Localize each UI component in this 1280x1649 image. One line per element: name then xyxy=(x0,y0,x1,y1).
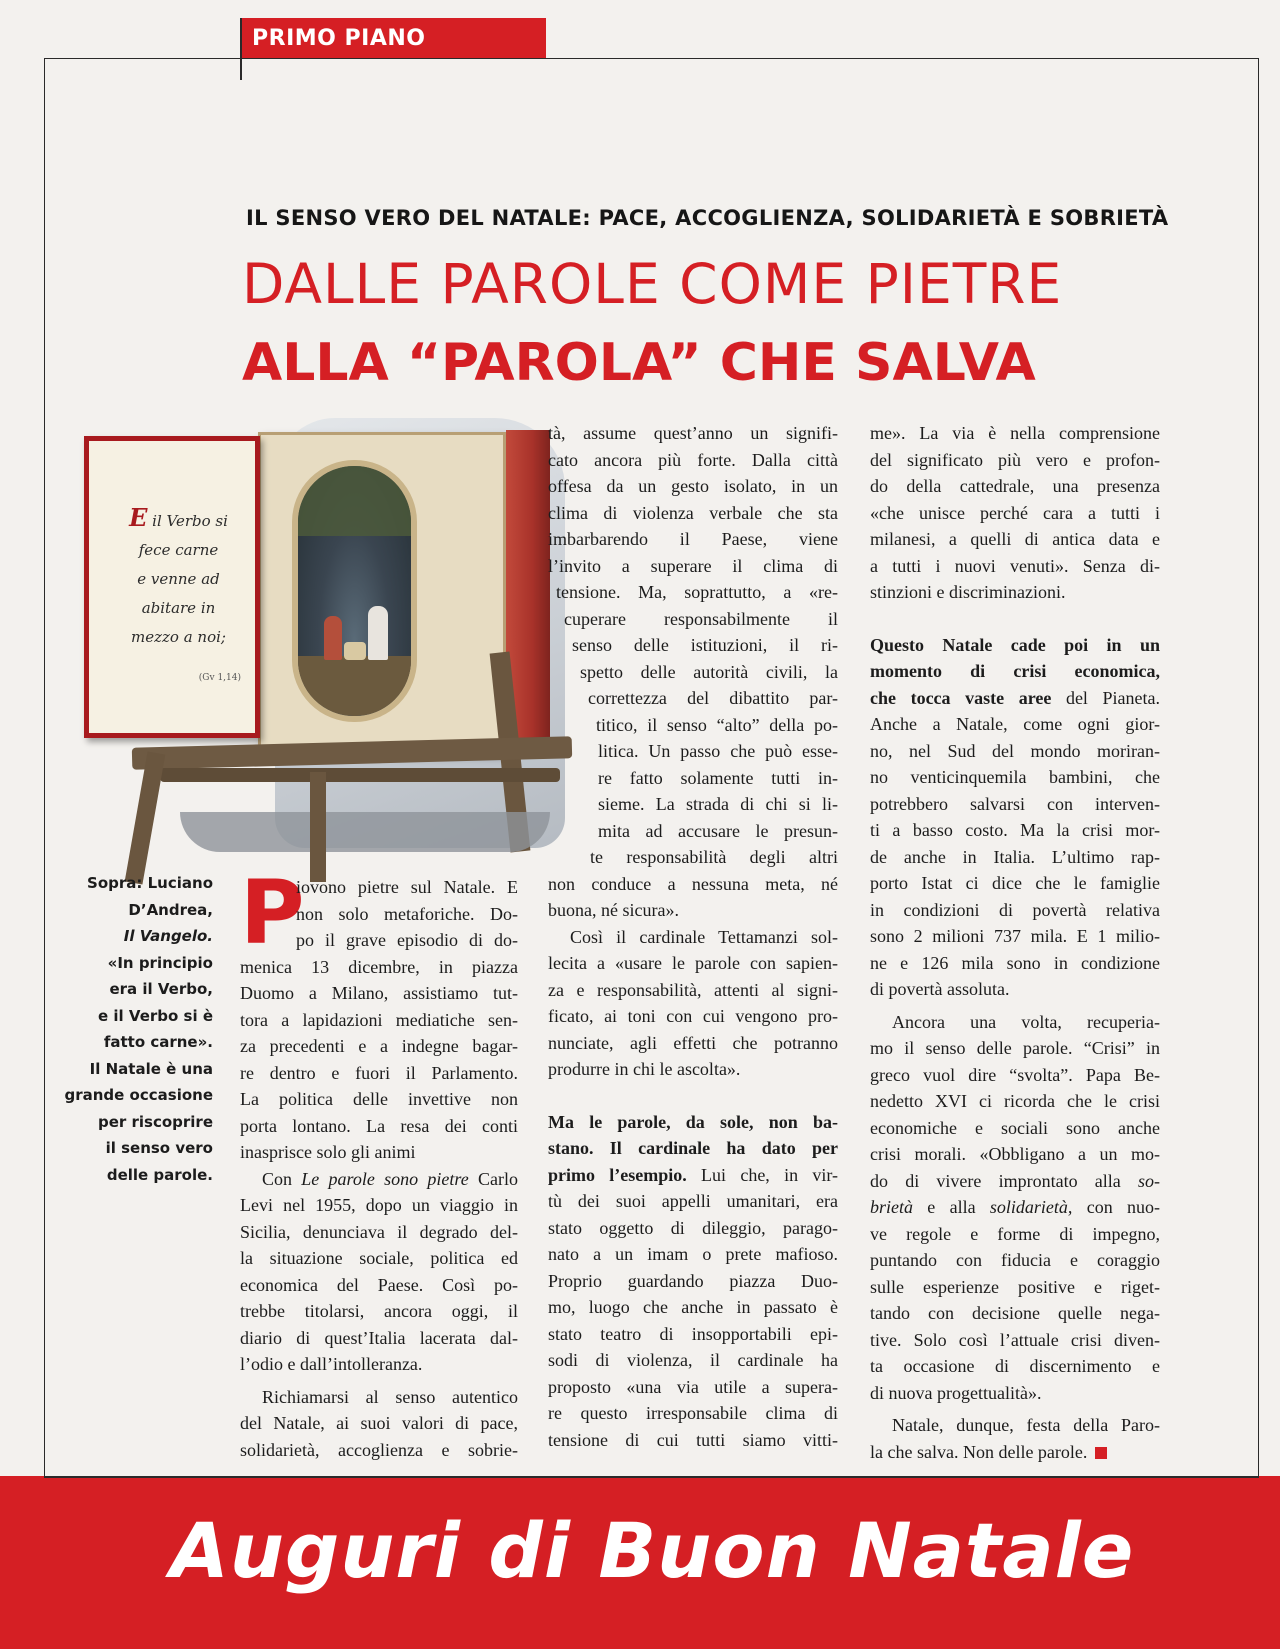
figure-manger xyxy=(344,642,366,660)
manger-beam xyxy=(160,768,560,782)
headline-line-1: DALLE PAROLE COME PIETRE xyxy=(242,252,1063,316)
end-of-article-square-icon xyxy=(1095,1447,1107,1459)
book-quote: E il Verbo si fece carne e venne ad abitare in mezzo a noi; xyxy=(129,503,228,646)
nativity-book-photo xyxy=(80,412,600,892)
article-kicker: IL SENSO VERO DEL NATALE: PACE, ACCOGLIENZA, SOLIDARIETÀ E SOBRIETÀ xyxy=(246,206,1169,230)
photo-caption: Sopra: Luciano D’Andrea, Il Vangelo. «In principio era il Verbo, e il Verbo si è fatto carne». Il Natale è una grande occasione per riscoprire il senso vero delle parole. xyxy=(64,874,213,1184)
figure-mary xyxy=(368,606,388,660)
article-column-3: me». La via è nella comprensione del significato più vero e profon- do della cattedrale, una presenza «che unisce perché cara a tutti i milanesi, a quelli di antica data e a tutti i nuovi venuti». Senza di- stinzioni e discriminazioni. Questo Natale cade poi in un momento di crisi economica, che tocca vaste aree del Pianeta. Anche a Natale, come ogni gior- no, nel Sud del mondo moriran- no venticinquemila bambini, che potrebbero salvarsi con interven- ti a basso costo. Ma la crisi mor- de anche in Italia. L’ultimo rap- porto Istat ci dice che le famiglie in condizioni di povertà relativa sono 2 milioni 737 mila. E 1 milio- ne e 126 mila sono in condizione di povertà assoluta. Ancora una volta, recuperia- mo il senso delle parole. “Crisi” in greco vuol dire “svolta”. Papa Be- nedetto XVI ci ricorda che le crisi economiche e sociali sono anche crisi morali. «Obbligano a un mo- do di vivere improntato alla so- brietà e alla solidarietà, con nuo- ve regole e forme di impegno, puntando con fiducia e coraggio sulle esperienze positive e riget- tando con decisione quelle nega- tive. Solo così l’attuale crisi diven- ta occasione di discernimento e di nuova progettualità». Natale, dunque, festa della Paro- la che salva. Non delle parole. xyxy=(870,423,1160,1462)
banner-rule xyxy=(44,1476,1259,1478)
manger-base xyxy=(180,812,550,852)
book-left-page xyxy=(84,436,260,738)
greeting-banner-text: Auguri di Buon Natale xyxy=(170,1506,1135,1595)
article-column-2: tà, assume quest’anno un signifi- cato ancora più forte. Dalla città offesa da un gesto isolato, in un clima di violenza verbale che sta imbarbarendo il Paese, viene l’invito a superare il clima di tensione. Ma, soprattutto, a «re- cuperare responsabilmente il senso delle istituzioni, il ri- spetto delle autorità civili, la correttezza del dibattito par- titico, il senso “alto” della po- litica. Un passo che può esse- re fatto solamente tutti in- sieme. La strada di chi si li- mita ad accusare le presun- te responsabilità degli altri non conduce a nessuna meta, né buona, né sicura». Così il cardinale Tettamanzi sol- lecita a «usare le parole con sapien- za e responsabilità, attenti al signi- ficato, ai toni con cui vengono pro- nunciate, agli effetti che potranno produrre in chi le ascolta». Ma le parole, da sole, non ba- stano. Il cardinale ha dato per primo l’esempio. Lui che, in vir- tù dei suoi appelli umanitari, era stato oggetto di dileggio, parago- nato a un imam o prete mafioso. Proprio guardando piazza Duo- mo, luogo che anche in passato è stato teatro di insopportabili epi- sodi di violenza, il cardinale ha proposto «una via utile a supera- re questo irresponsabile clima di tensione di cui tutti siamo vitti- xyxy=(548,423,838,1450)
nativity-niche xyxy=(292,460,417,722)
section-label: PRIMO PIANO xyxy=(240,18,546,58)
book-reference: (Gv 1,14) xyxy=(198,673,241,683)
headline-line-2: ALLA “PAROLA” CHE SALVA xyxy=(242,333,1036,393)
article-column-1: iovono pietre sul Natale. E non solo metaforiche. Do- po il grave episodio di do- menica 13 dicembre, in piazza Duomo a Milano, assistiamo tut- tora a lapidazioni mediatiche sen- za precedenti e a indegne bagar- re dentro e fuori il Parlamento. La politica delle invettive non porta lontano. La resa dei conti inasprisce solo gli animi Con Le parole sono pietre Carlo Levi nel 1955, dopo un viaggio in Sicilia, denunciava il degrado del- la situazione sociale, politica ed economica del Paese. Così po- trebbe titolarsi, ancora oggi, il diario di quest’Italia lacerata dal- l’odio e dall’intolleranza. Richiamarsi al senso autentico del Natale, ai suoi valori di pace, solidarietà, accoglienza e sobrie- xyxy=(240,877,518,1460)
manger-leg xyxy=(125,751,166,884)
drop-cap: P xyxy=(240,861,305,964)
manger-leg xyxy=(310,772,326,882)
figure-joseph xyxy=(324,616,342,660)
